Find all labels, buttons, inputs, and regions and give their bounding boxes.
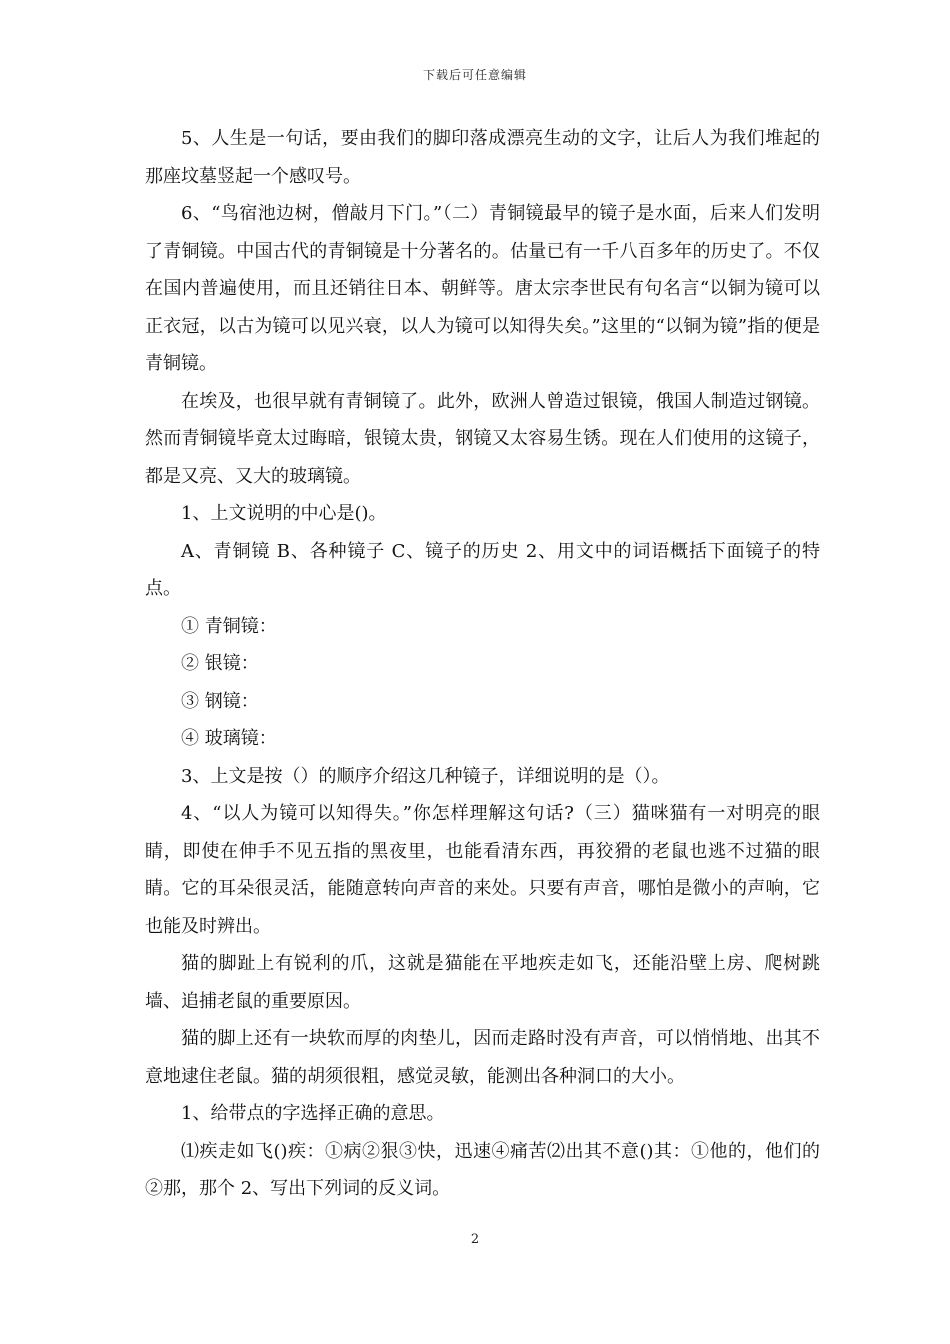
document-body xyxy=(145,120,820,1208)
question-1-dotted-words: 1、给带点的字选择正确的意思。 xyxy=(181,1103,445,1124)
item-silver-mirror: ② 银镜： xyxy=(181,653,259,674)
page-number: 2 xyxy=(470,1232,480,1247)
question-4-cat-eyes: 4、“以人为镜可以知得失。”你怎样理解这句话?（三）猫咪猫有一对明亮的眼睛，即使在伸手不见五指的黑夜里，也能看清东西，再狡猾的老鼠也逃不过猫的眼睛。它的耳朵很灵活，能随意转向声音的来处。只要有声音，哪怕是微小的声响，它也能及时辨出。 xyxy=(145,803,820,937)
page-header: 下载后可任意编辑 xyxy=(422,68,527,82)
item-steel-mirror: ③ 钢镜： xyxy=(181,690,259,712)
paragraph-q6-bronze-mirror: 6、“鸟宿池边树，僧敲月下门。”（二）青铜镜最早的镜子是水面，后来人们发明了青铜镜。中国古代的青铜镜是十分著名的。估量已有一千八百多年的历史了。不仅在国内普遍使用，而且还销往日本、朝鲜等。唐太宗李世民有句名言“以铜为镜可以正衣冠，以古为镜可以见兴衰，以人为镜可以知得失矣。”这里的“以铜为镜”指的便是青铜镜。 xyxy=(145,203,820,374)
paragraph-cat-paws: 猫的脚上还有一块软而厚的肉垫儿，因而走路时没有声音，可以悄悄地、出其不意地逮住老鼠。猫的胡须很粗，感觉灵敏，能测出各种洞口的大小。 xyxy=(145,1028,820,1087)
question-1-options: A、青铜镜 B、各种镜子 C、镜子的历史 2、用文中的词语概括下面镜子的特点。 xyxy=(145,540,820,599)
question-1-center: 1、上文说明的中心是()。 xyxy=(181,503,387,524)
question-3-order: 3、上文是按（）的顺序介绍这几种镜子，详细说明的是（）。 xyxy=(181,765,670,787)
question-word-meanings: ⑴疾走如飞()疾：①病②狠③快，迅速④痛苦⑵出其不意()其：①他的，他们的②那，那个 2、写出下列词的反义词。 xyxy=(145,1140,820,1199)
item-bronze-mirror: ① 青铜镜： xyxy=(181,615,277,637)
paragraph-q5-life: 5、人生是一句话，要由我们的脚印落成漂亮生动的文字，让后人为我们堆起的那座坟墓竖起一个感叹号。 xyxy=(145,128,820,187)
paragraph-egypt-mirrors: 在埃及，也很早就有青铜镜了。此外，欧洲人曾造过银镜，俄国人制造过钢镜。然而青铜镜毕竟太过晦暗，银镜太贵，钢镜又太容易生锈。现在人们使用的这镜子，都是又亮、又大的玻璃镜。 xyxy=(145,390,820,487)
item-glass-mirror: ④ 玻璃镜： xyxy=(181,728,277,749)
paragraph-cat-claws: 猫的脚趾上有锐利的爪，这就是猫能在平地疾走如飞，还能沿壁上房、爬树跳墙、追捕老鼠的重要原因。 xyxy=(145,953,820,1012)
